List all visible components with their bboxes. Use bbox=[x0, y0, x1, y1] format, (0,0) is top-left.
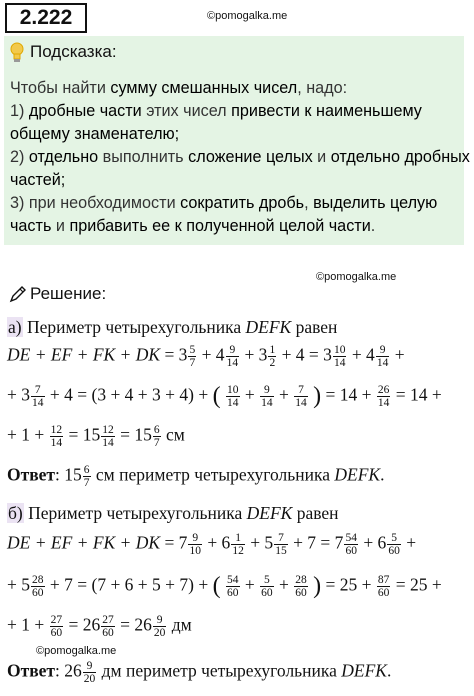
part-a-statement: а) Периметр четырехугольника DEFK равен bbox=[8, 317, 338, 337]
part-a-line-3: + 1 + $\frac{12}{14}$ = 15 $\frac{12}{14}$ = 15 $\frac{6}{7}$ см bbox=[7, 424, 185, 449]
lightbulb-icon bbox=[10, 42, 24, 69]
part-a-line-1: DE + EF + FK + DK = 3 $\frac{5}{7}$ + 4 $\frac{9}{14}$ + 3 $\frac{1}{2}$ + 4 = 3 $\frac{10}{14}$ + 4 $\frac{9}{14}$ + bbox=[7, 344, 405, 369]
part-b-line-3: + 1 + $\frac{27}{60}$ = 26 $\frac{27}{60}$ = 26 $\frac{9}{20}$ дм bbox=[7, 614, 192, 639]
hint-line-2: 1) дробные части этих чисел привести к наименьшему bbox=[10, 102, 422, 120]
part-b-answer: Ответ: 26 $\frac{9}{20}$ дм периметр четырехугольника DEFK. bbox=[7, 660, 392, 685]
watermark-mid: ©pomogalka.me bbox=[316, 271, 397, 283]
solution-title: Решение: bbox=[30, 284, 107, 303]
part-b-line-2: + 5 $\frac{28}{60}$ + 7 = (7 + 6 + 5 + 7) + ( $\frac{54}{60}$ + $\frac{5}{60}$ + $\frac{28}{60}$ ) = 25 + $\frac{87}{60}$ = 25 + bbox=[7, 573, 442, 599]
part-a-line-2: + 3 $\frac{7}{14}$ + 4 = (3 + 4 + 3 + 4) + ( $\frac{10}{14}$ + $\frac{9}{14}$ + $\frac{7}{14}$ ) = 14 + $\frac{26}{14}$ = 14 + bbox=[7, 383, 442, 409]
hint-line-5: частей; bbox=[10, 171, 66, 189]
hint-title: Подсказка: bbox=[30, 42, 117, 61]
hint-line-6: 3) при необходимости сократить дробь, выделить целую bbox=[10, 194, 438, 212]
pencil-icon bbox=[8, 284, 28, 309]
hint-line-3: общему знаменателю; bbox=[10, 125, 180, 143]
part-b-line-1: DE + EF + FK + DK = 7 $\frac{9}{10}$ + 6 $\frac{1}{12}$ + 5 $\frac{7}{15}$ + 7 = 7 $\frac{54}{60}$ + 6 $\frac{5}{60}$ + bbox=[7, 532, 417, 557]
part-a-answer: Ответ: 15 $\frac{6}{7}$ см периметр четырехугольника DEFK. bbox=[7, 464, 385, 489]
part-b-statement: б) Периметр четырехугольника DEFK равен bbox=[8, 503, 339, 523]
watermark-top: ©pomogalka.me bbox=[207, 10, 288, 22]
problem-number: 2.222 bbox=[5, 3, 87, 33]
hint-line-7: часть и прибавить ее к полученной целой части. bbox=[10, 217, 376, 235]
hint-line-1: Чтобы найти сумму смешанных чисел, надо: bbox=[10, 79, 348, 97]
hint-box bbox=[4, 36, 470, 245]
hint-line-4: 2) отдельно выполнить сложение целых и отдельно дробных bbox=[10, 148, 470, 166]
watermark-bottom: ©pomogalka.me bbox=[36, 645, 117, 657]
